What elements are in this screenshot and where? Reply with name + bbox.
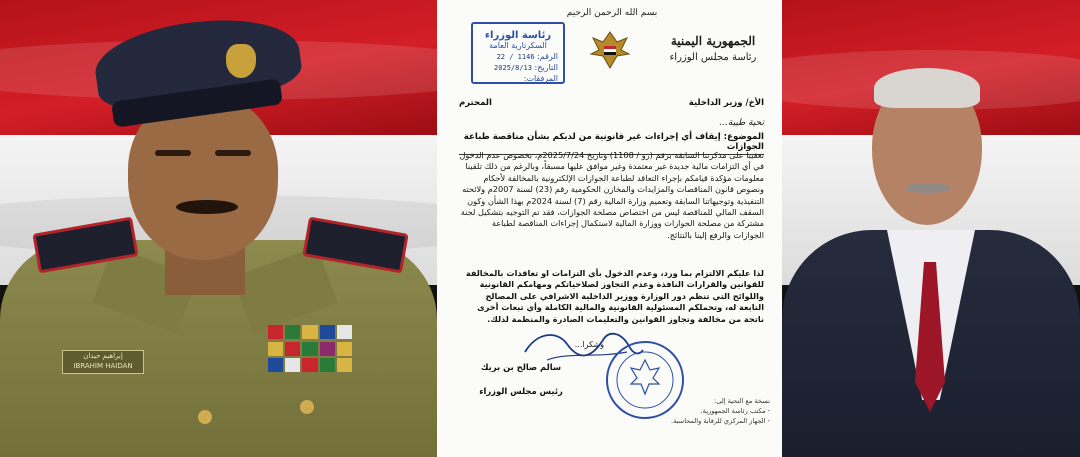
signer-name: سالم صالح بن بريك (480, 362, 562, 372)
yemen-eagle-emblem-icon (587, 28, 633, 72)
cap-eagle-badge-icon (226, 44, 256, 78)
name-tag (62, 350, 144, 374)
stamp-date-label: التاريخ: (534, 63, 558, 72)
stamp-date-value: 2025/8/13 (494, 64, 532, 72)
stamp-subtitle: السكرتارية العامة (489, 41, 547, 50)
cc-title: نسخة مع التحية إلى: (713, 397, 770, 405)
officer-figure (0, 0, 437, 457)
paragraph-2: لذا عليكم الالتزام بما ورد، وعدم الدخول بأي التزامات او تعاقدات بالمخالفة للقوانين والقرارات النافذة وعدم التجاوز لصلاحياتكم ومهامكم القانونية واللوائح التي تنظم دور الوزارة ووزير الداخلية الاشرافي على المصالح التابعة له، وتحملكم المسئولية القانونية والمالية الكاملة وأي تبعات أخرى ناتجة من مخالفة وتجاوز القوانين والتعليمات الصادرة والمنظمة لذلك. (465, 268, 764, 324)
copies-list (610, 396, 770, 426)
stamp-number-value: 1146 / 22 (496, 53, 535, 61)
civilian-mustache (905, 183, 951, 193)
name-tag-latin: IBRAHIM HAIDAN (73, 362, 133, 370)
cc-item-text: الجهاز المركزي للرقابة والمحاسبة. (671, 417, 766, 425)
officer-brow-left (155, 150, 191, 156)
civilian-hair (874, 68, 980, 108)
uniform-button (198, 410, 212, 424)
closing: وشكرا... (574, 340, 604, 349)
cc-item-text: مكتب رئاسة الجمهورية. (700, 407, 766, 415)
left-portrait (0, 0, 437, 457)
letterhead (658, 34, 768, 63)
signer-block (456, 362, 586, 396)
uniform-button (300, 400, 314, 414)
letterhead-country: الجمهورية اليمنية (670, 34, 756, 48)
greeting: تحية طيبة... (719, 118, 764, 128)
stamp-number-row (478, 52, 558, 61)
medal-ribbons (268, 325, 352, 373)
official-letter (437, 0, 782, 457)
cc-item: - الجهاز المركزي للرقابة والمحاسبة. (671, 417, 770, 425)
paragraph-1: تعقيبا على مذكرتنا السابقة برقم (رو / 1108) وتاريخ 2025/7/24م، بخصوص عدم الدخول في أي التزامات مالية جديدة غير معتمدة وغير موافق عليها مسبقاً، وبالرغم من ذلك تلقينا معلومات مؤكدة قيامكم بإجراء التعاقد لطباعة الجوازات الإلكترونية بالمخالفة لأحكام ونصوص قانون المناقصات والمزايدات والمخازن الحكومية رقم (23) لسنة 2007م ولائحته التنفيذية وتوجيهاتنا السابقة وتعميم وزارة المالية رقم (7) لسنة 2024م بهذا الشأن وكون السقف المالي للمناقصة ليس من اختصاص مصلحة الجوازات، فقد تم التوجيه بتشكيل لجنة مشتركة من مصلحة الجوازات ووزارة المالية لاستكمال إجراءات المناقصة لطباعة الجوازات والرفع إلينا بالنتائج. (459, 150, 764, 240)
basmala: بسم الله الرحمن الرحيم (566, 8, 658, 18)
stamp-number-label: الرقم: (537, 52, 558, 61)
stamp-attachments: المرفقات: (523, 74, 558, 83)
signer-title: رئيس مجلس الوزراء (479, 386, 563, 396)
officer-brow-right (215, 150, 251, 156)
honorific: المحترم (459, 98, 492, 108)
recipient: الأخ/ وزير الداخلية (688, 98, 764, 108)
name-tag-arabic: إبراهيم حيدان (83, 352, 123, 360)
cc-item: - مكتب رئاسة الجمهورية. (700, 407, 770, 415)
recipient-row (459, 98, 764, 108)
letterhead-office: رئاسة مجلس الوزراء (669, 52, 757, 63)
subject-line: الموضوع: إيقاف أي إجراءات غير قانونية من لديكم بشأن مناقصة طباعة الجوازات (459, 132, 764, 155)
stamp-title: رئاسة الوزراء (484, 30, 552, 41)
incoming-stamp (471, 22, 565, 84)
officer-mustache (176, 200, 238, 214)
right-portrait (782, 0, 1080, 457)
stamp-date-row (478, 63, 558, 72)
